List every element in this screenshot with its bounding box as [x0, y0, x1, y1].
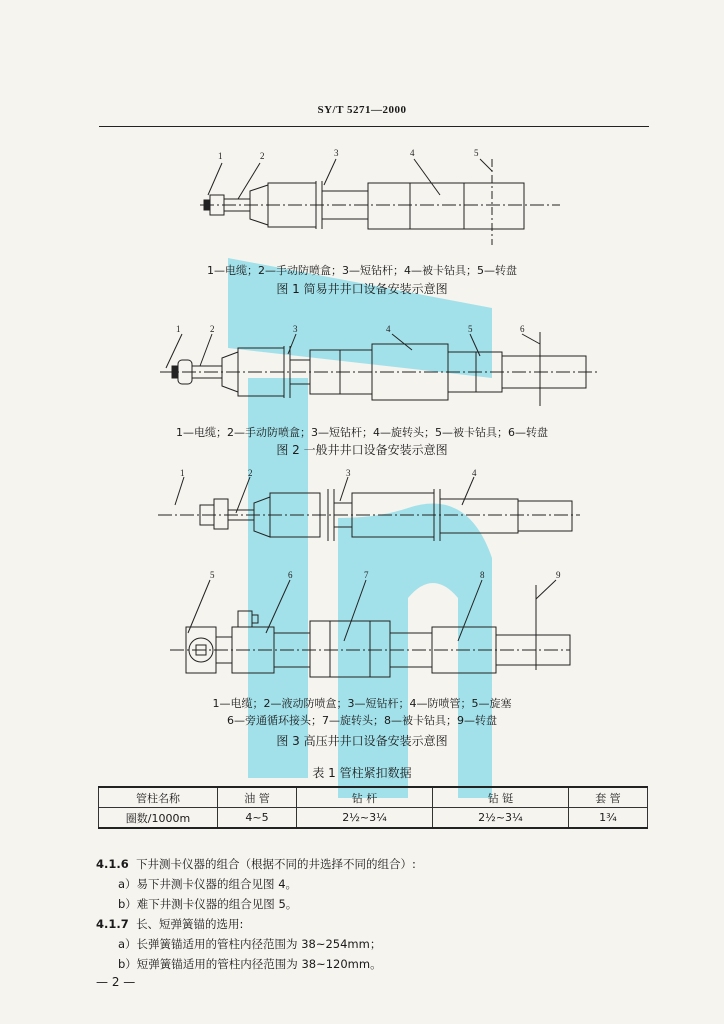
figure-2-legend: 1—电缆；2—手动防喷盒；3—短钻杆；4—旋转头；5—被卡钻具；6—转盘 [176, 426, 548, 439]
figure-3-legend-line2: 6—旁通循环接头；7—旋转头；8—被卡钻具；9—转盘 [227, 714, 497, 727]
list-item-a: a）易下井测卡仪器的组合见图 4。 [118, 877, 298, 891]
table-header-row [99, 787, 648, 808]
table-cell: 4~5 [218, 808, 297, 829]
fig2-label-3: 3 [293, 324, 298, 334]
paragraph-text: 长、短弹簧锚的选用: [136, 917, 244, 931]
figure-3-drawing [0, 465, 724, 690]
figure-1-caption: 图 1 简易井井口设备安装示意图 [276, 282, 448, 296]
fig3-label-3: 3 [346, 468, 351, 478]
table-row [99, 808, 648, 829]
table-cell: 圈数/1000m [99, 808, 218, 829]
list-item-b: b）难下井测卡仪器的组合见图 5。 [118, 897, 298, 911]
figure-2-caption: 图 2 一般井井口设备安装示意图 [276, 443, 448, 457]
standard-number: SY/T 5271—2000 [317, 104, 407, 116]
fig3-label-8: 8 [480, 570, 485, 580]
fig2-label-2: 2 [210, 324, 215, 334]
table-header-cell: 钻 杆 [297, 787, 433, 808]
figure-1-drawing [0, 145, 724, 255]
figure-1 [0, 145, 724, 255]
fig2-label-5: 5 [468, 324, 473, 334]
cable-end [204, 200, 210, 210]
section-number-4-1-7: 4.1.7 [96, 917, 129, 931]
fig1-label-3: 3 [334, 148, 339, 158]
figure-3 [0, 465, 724, 690]
paragraph-text: 下井测卡仪器的组合（根据不同的井选择不同的组合）: [136, 857, 416, 871]
fig2-label-1: 1 [176, 324, 181, 334]
fig2-label-4: 4 [386, 324, 391, 334]
fig2-label-6: 6 [520, 324, 525, 334]
fig3-label-7: 7 [364, 570, 369, 580]
figure-3-legend-line1: 1—电缆；2—液动防喷盒；3—短钻杆；4—防喷管；5—旋塞 [212, 697, 512, 710]
figure-2 [0, 320, 724, 420]
table-1-title: 表 1 管柱紧扣数据 [312, 766, 412, 780]
table-header-cell: 油 管 [218, 787, 297, 808]
table-header-cell: 套 管 [568, 787, 647, 808]
list-item-a: a）长弹簧锚适用的管柱内径范围为 38~254mm； [118, 937, 382, 951]
fig3-label-4: 4 [472, 468, 477, 478]
table-cell: 2½~3¼ [432, 808, 568, 829]
fig1-label-5: 5 [474, 148, 479, 158]
page-number: — 2 — [96, 975, 136, 989]
fig1-label-2: 2 [260, 151, 265, 161]
table-header-cell: 钻 铤 [432, 787, 568, 808]
fig3-label-1: 1 [180, 468, 185, 478]
list-item-b: b）短弹簧锚适用的管柱内径范围为 38~120mm。 [118, 957, 382, 971]
fig1-label-4: 4 [410, 148, 415, 158]
table-cell: 2½~3¼ [297, 808, 433, 829]
fig3-label-5: 5 [210, 570, 215, 580]
fig3-label-2: 2 [248, 468, 253, 478]
table-cell: 1¾ [568, 808, 647, 829]
section-number-4-1-6: 4.1.6 [96, 857, 129, 871]
fig1-label-1: 1 [218, 151, 223, 161]
table-1 [98, 786, 648, 829]
fig3-label-9: 9 [556, 570, 561, 580]
figure-3-caption: 图 3 高压井井口设备安装示意图 [276, 734, 448, 748]
header-rule [99, 126, 649, 127]
figure-2-drawing [0, 320, 724, 420]
paragraph-4-1-7 [96, 916, 243, 932]
figure-1-legend: 1—电缆；2—手动防喷盒；3—短钻杆；4—被卡钻具；5—转盘 [207, 264, 517, 277]
table-header-cell: 管柱名称 [99, 787, 218, 808]
fig3-label-6: 6 [288, 570, 293, 580]
paragraph-4-1-6 [96, 856, 416, 872]
